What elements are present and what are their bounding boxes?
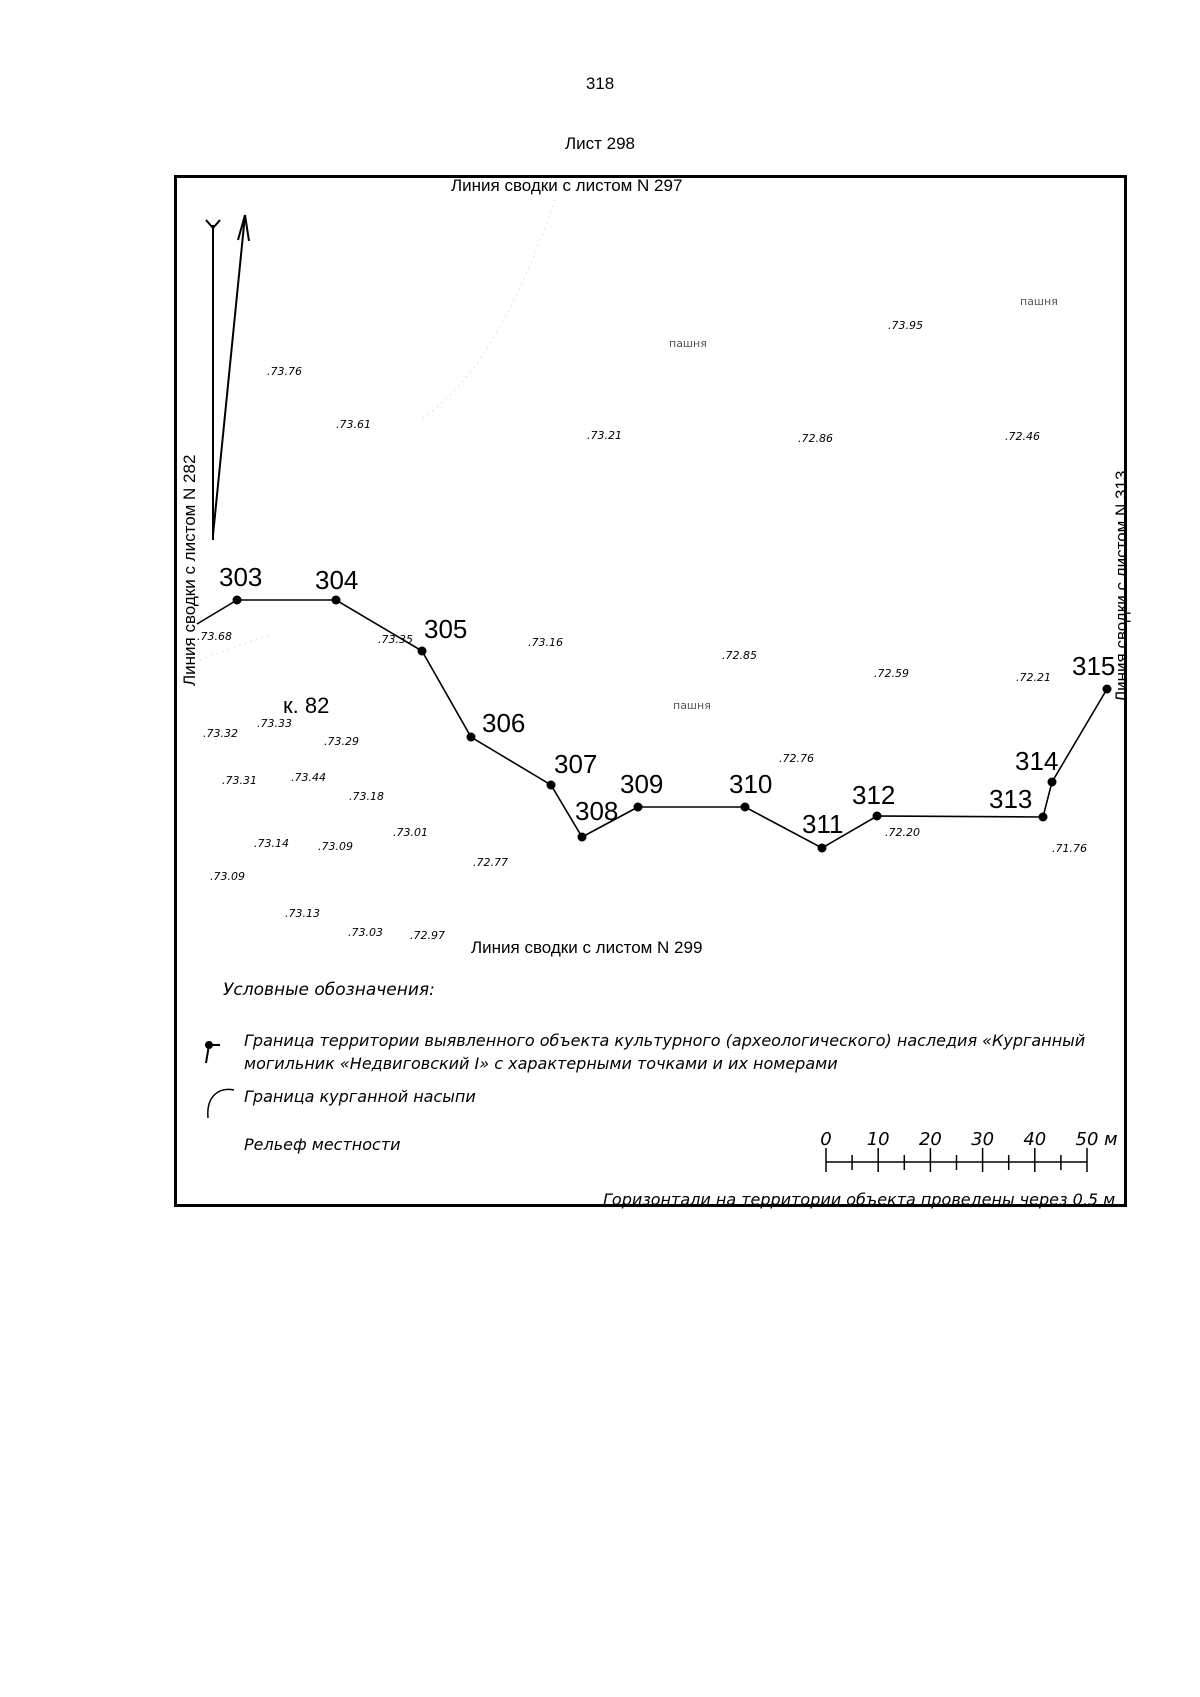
north-arrow-icon xyxy=(206,215,249,540)
elevation-mark: .73.13 xyxy=(285,907,320,920)
scale-label: 50 xyxy=(1075,1129,1099,1150)
elevation-mark: .73.95 xyxy=(888,319,923,332)
mound-legend-icon xyxy=(208,1089,234,1118)
legend-relief-text: Рельеф местности xyxy=(244,1135,401,1154)
elevation-mark: .73.35 xyxy=(378,633,413,646)
scale-label: 40 xyxy=(1023,1129,1047,1150)
contours-note: Горизонтали на территории объекта проведены через 0,5 м xyxy=(603,1190,1116,1209)
elevation-mark: .71.76 xyxy=(1052,842,1087,855)
boundary-point-label: 315 xyxy=(1072,651,1116,681)
land-use-label: пашня xyxy=(673,699,711,712)
elevation-mark: .73.29 xyxy=(324,735,359,748)
boundary-point-label: 305 xyxy=(424,614,468,644)
elevation-mark: .73.31 xyxy=(222,774,257,787)
boundary-point-marker xyxy=(873,812,882,821)
elevation-mark: .73.76 xyxy=(267,365,302,378)
elevation-mark: .73.33 xyxy=(257,717,292,730)
elevation-mark: .73.44 xyxy=(291,771,326,784)
bottom-sheet-edge-label: Линия сводки с листом N 299 xyxy=(471,938,703,957)
elevation-mark: .72.86 xyxy=(798,432,833,445)
elevation-mark: .72.59 xyxy=(874,667,909,680)
boundary-legend-icon xyxy=(205,1041,220,1063)
legend-boundary-text-line2: могильник «Недвиговский I» с характерными точками и их номерами xyxy=(244,1054,838,1073)
elevation-mark: .73.32 xyxy=(203,727,238,740)
elevation-mark: .72.76 xyxy=(779,752,814,765)
page-number: 318 xyxy=(585,74,615,93)
elevation-mark: .73.68 xyxy=(197,630,232,643)
boundary-point-marker xyxy=(547,781,556,790)
boundary-point-marker xyxy=(1039,813,1048,822)
legend-heading: Условные обозначения: xyxy=(223,980,435,1000)
elevation-mark: .73.09 xyxy=(210,870,245,883)
land-use-label: пашня xyxy=(669,337,707,350)
scale-label: 10 xyxy=(866,1129,890,1150)
boundary-point-marker xyxy=(1103,685,1112,694)
boundary-point-marker xyxy=(467,733,476,742)
elevation-mark: .72.97 xyxy=(410,929,445,942)
boundary-point-label: 310 xyxy=(729,769,773,799)
elevation-mark: .72.20 xyxy=(885,826,920,839)
boundary-point-label: 314 xyxy=(1015,746,1059,776)
scale-bar xyxy=(820,1129,1117,1172)
boundary-point-marker xyxy=(741,803,750,812)
boundary-point-marker xyxy=(578,833,587,842)
boundary-point-marker xyxy=(418,647,427,656)
elevation-mark: .72.46 xyxy=(1005,430,1040,443)
elevation-mark: .73.14 xyxy=(254,837,289,850)
elevation-mark: .73.01 xyxy=(393,826,428,839)
elevation-mark: .72.85 xyxy=(722,649,757,662)
boundary-point-marker xyxy=(818,844,827,853)
heritage-boundary xyxy=(197,600,1107,848)
right-sheet-edge-label: Линия сводки с листом N 313 xyxy=(1112,470,1131,702)
boundary-point-label: 311 xyxy=(802,809,844,839)
boundary-point-label: 309 xyxy=(620,769,664,799)
legend-boundary-text-line1: Граница территории выявленного объекта культурного (археологического) наследия «Курганный xyxy=(244,1031,1086,1050)
boundary-point-label: 304 xyxy=(315,565,359,595)
elevation-mark: .73.09 xyxy=(318,840,353,853)
elevation-mark: .73.18 xyxy=(349,790,384,803)
boundary-point-label: 312 xyxy=(852,780,896,810)
boundary-point-marker xyxy=(332,596,341,605)
boundary-point-marker xyxy=(233,596,242,605)
elevation-mark: .73.21 xyxy=(587,429,622,442)
elevation-mark: .72.77 xyxy=(473,856,508,869)
boundary-point-marker xyxy=(1048,778,1057,787)
land-use-label: пашня xyxy=(1020,295,1058,308)
boundary-point-label: 313 xyxy=(989,784,1033,814)
sheet-title: Лист 298 xyxy=(564,134,636,153)
mound-label: к. 82 xyxy=(283,693,330,718)
boundary-point-label: 303 xyxy=(219,562,263,592)
boundary-point-label: 306 xyxy=(482,708,526,738)
scale-label: 20 xyxy=(918,1129,942,1150)
boundary-point-marker xyxy=(634,803,643,812)
scale-unit: м xyxy=(1104,1129,1118,1150)
elevation-marks xyxy=(197,319,1087,942)
elevation-mark: .73.03 xyxy=(348,926,383,939)
elevation-mark: .72.21 xyxy=(1016,671,1051,684)
boundary-points xyxy=(219,562,1115,853)
elevation-mark: .73.16 xyxy=(528,636,563,649)
scale-label: 0 xyxy=(820,1129,832,1150)
boundary-point-label: 307 xyxy=(554,749,598,779)
boundary-point-label: 308 xyxy=(575,796,619,826)
top-sheet-edge-label: Линия сводки с листом N 297 xyxy=(451,176,683,195)
elevation-mark: .73.61 xyxy=(336,418,371,431)
legend-mound-text: Граница курганной насыпи xyxy=(244,1087,476,1106)
scale-label: 30 xyxy=(971,1129,995,1150)
left-sheet-edge-label: Линия сводки с листом N 282 xyxy=(180,454,199,686)
